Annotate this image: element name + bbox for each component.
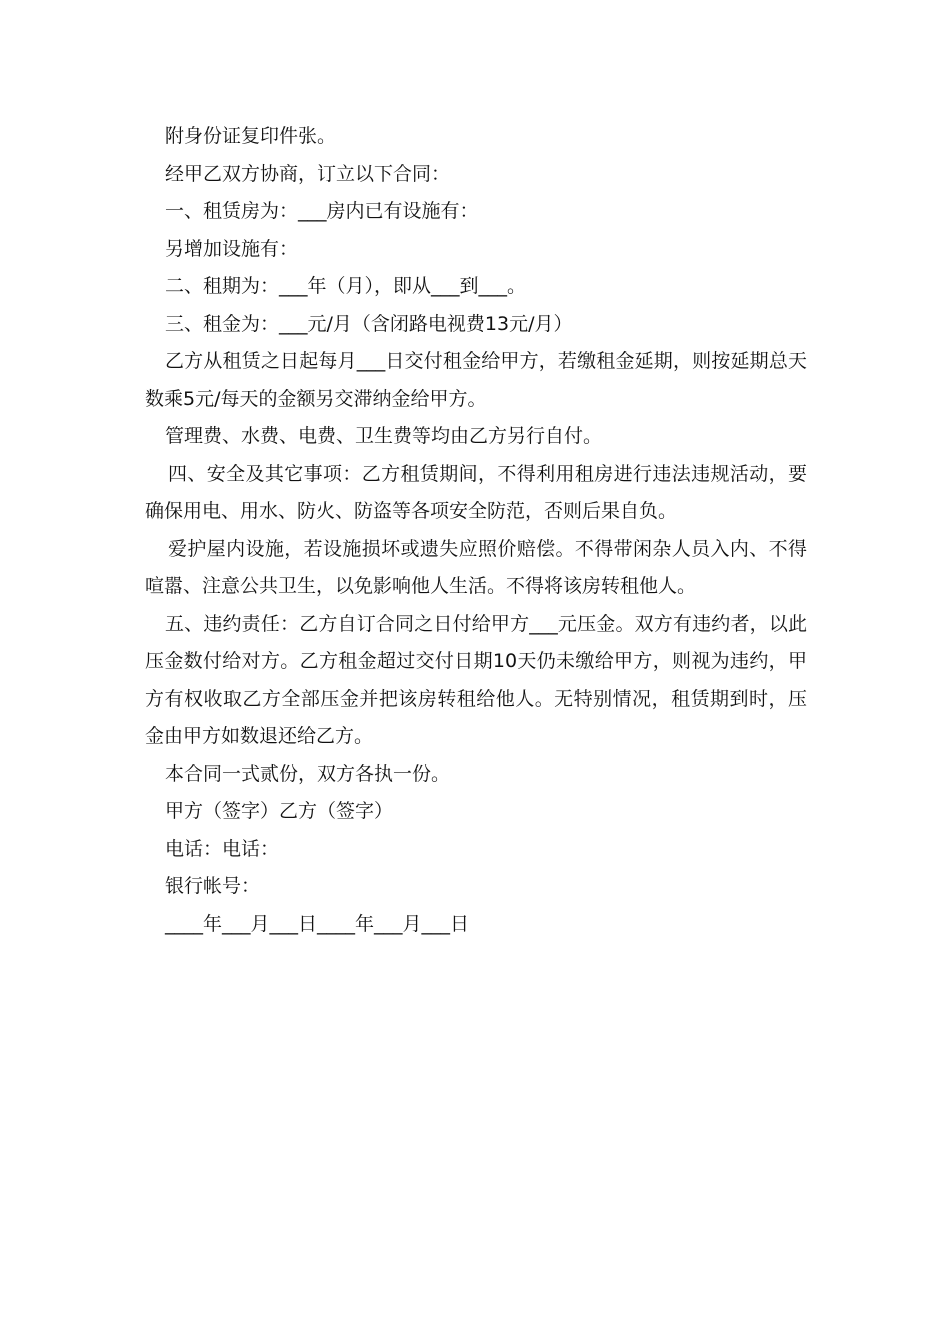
fees-paragraph: 管理费、水费、电费、卫生费等均由乙方另行自付。	[165, 425, 603, 447]
clause-safety: 四、安全及其它事项：乙方租赁期间，不得利用租房进行违法违规活动，要确保用电、用水、防火、防盗等各项安全防范，否则后果自负。	[145, 462, 807, 522]
signature-line: 甲方（签字）乙方（签字）	[165, 800, 394, 822]
agreement-intro: 经甲乙双方协商，订立以下合同：	[165, 162, 451, 185]
copies-paragraph: 本合同一式贰份，双方各执一份。	[165, 762, 451, 785]
date-line: ____年___月___日____年___月___日	[165, 912, 470, 935]
phone-line: 电话：电话：	[165, 837, 280, 860]
clause-lease-term: 二、租期为：___年（月），即从___到___。	[165, 275, 527, 297]
rent-payment-paragraph: 乙方从租赁之日起每月___日交付租金给甲方，若缴租金延期，则按延期总天数乘5元/每天的金额另交滞纳金给甲方。	[145, 350, 807, 410]
additional-facilities: 另增加设施有：	[165, 237, 299, 260]
contract-body	[145, 118, 807, 943]
facility-care-paragraph: 爱护屋内设施，若设施损坏或遗失应照价赔偿。不得带闲杂人员入内、不得喧嚣、注意公共卫生，以免影响他人生活。不得将该房转租他人。	[145, 537, 807, 597]
clause-breach-liability: 五、违约责任：乙方自订合同之日付给甲方___元压金。双方有违约者，以此压金数付给对方。乙方租金超过交付日期10天仍未缴给甲方，则视为违约，甲方有权收取乙方全部压金并把该房转租给他人。无特别情况，租赁期到时，压金由甲方如数退还给乙方。	[145, 612, 807, 747]
clause-rent-amount: 三、租金为：___元/月（含闭路电视费13元/月）	[165, 312, 573, 335]
id-copy-line: 附身份证复印件张。	[165, 125, 337, 147]
clause-rental-house: 一、租赁房为：___房内已有设施有：	[165, 200, 479, 222]
bank-account-line: 银行帐号：	[165, 875, 261, 897]
